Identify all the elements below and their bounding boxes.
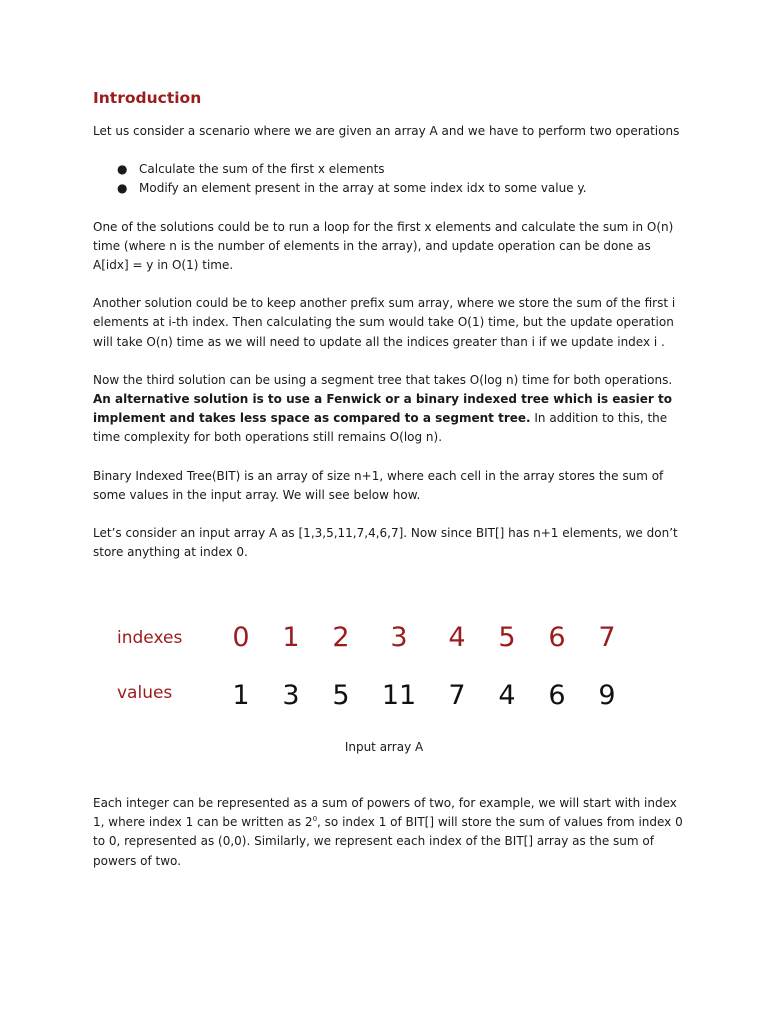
document-body (93, 88, 683, 581)
values-label: values (117, 683, 173, 703)
paragraph-text: Each integer can be represented as a sum of powers of two, for example, we will start with index 1, where index 1 can be written as 2 (93, 796, 677, 830)
list-item-text: Calculate the sum of the first x elements (139, 162, 385, 177)
paragraph-text: In addition to this, the time complexity for both operations still remains O(log n). (93, 411, 668, 445)
input-array-paragraph: Let’s consider an input array A as [1,3,5,11,7,4,6,7]. Now since BIT[] has n+1 elements, we don’t store anything at index 0. (93, 526, 678, 560)
list-item (93, 179, 683, 198)
solution-one-paragraph: One of the solutions could be to run a loop for the first x elements and calculate the sum in O(n) time (where n is the number of elements in the array), and update operation can be done as A[idx] = y in O(1) time. (93, 219, 674, 273)
index-cell: 0 (232, 622, 250, 653)
indexes-row (0, 616, 768, 660)
values-row (0, 674, 768, 718)
paragraph-text: Now the third solution can be using a segment tree that takes O(log n) time for both operations. (93, 372, 673, 387)
value-cell: 5 (332, 680, 350, 711)
index-cell: 3 (390, 622, 408, 653)
value-cell: 9 (598, 680, 616, 711)
value-cell: 6 (548, 680, 566, 711)
solution-three-paragraph (93, 371, 683, 448)
intro-paragraph: Let us consider a scenario where we are given an array A and we have to perform two operations (93, 124, 680, 138)
powers-of-two-paragraph (93, 794, 683, 871)
index-cell: 6 (548, 622, 566, 653)
figure-caption: Input array A (344, 740, 424, 754)
section-heading: Introduction (93, 89, 202, 107)
value-cell: 1 (232, 680, 250, 711)
value-cell: 7 (448, 680, 466, 711)
list-item (93, 160, 683, 179)
bit-definition-paragraph: Binary Indexed Tree(BIT) is an array of size n+1, where each cell in the array stores the sum of some values in the input array. We will see below how. (93, 468, 664, 502)
value-cell: 3 (282, 680, 300, 711)
index-cell: 2 (332, 622, 350, 653)
input-array-figure (0, 612, 768, 722)
indexes-label: indexes (117, 628, 183, 648)
index-cell: 5 (498, 622, 516, 653)
index-cell: 7 (598, 622, 616, 653)
index-cell: 4 (448, 622, 466, 653)
list-item-text: Modify an element present in the array at some index idx to some value y. (139, 181, 587, 196)
exponent: 0 (312, 815, 318, 824)
index-cell: 1 (282, 622, 300, 653)
value-cell: 4 (498, 680, 516, 711)
bold-statement: An alternative solution is to use a Fenwick or a binary indexed tree which is easier to implement and takes less space as compared to a segment tree. (93, 392, 672, 426)
operations-list (93, 160, 683, 198)
value-cell: 11 (381, 680, 417, 711)
bullet-icon: ● (117, 162, 128, 177)
paragraph-text: , so index 1 of BIT[] will store the sum of values from index 0 to 0, represented as (0,0). Similarly, we represent each index of the BIT[] array as the sum of powers of two. (93, 815, 683, 868)
solution-two-paragraph: Another solution could be to keep another prefix sum array, where we store the sum of the first i elements at i-th index. Then calculating the sum would take O(1) time, but the update operation will take O(n) time as we will need to update all the indices greater than i if we update index i . (93, 296, 676, 349)
bullet-icon: ● (117, 181, 128, 196)
